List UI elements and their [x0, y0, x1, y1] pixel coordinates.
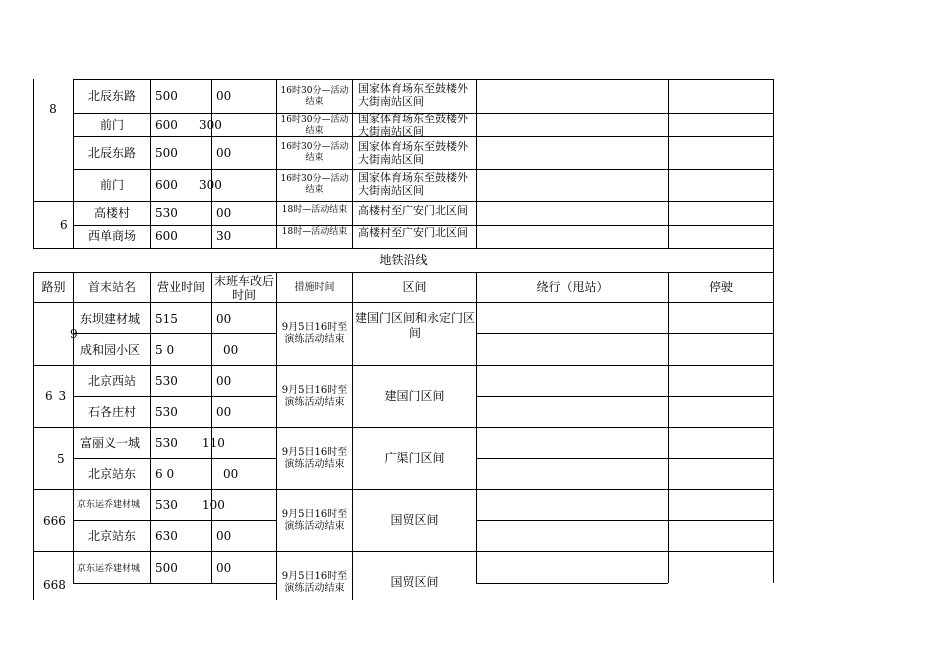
grid-line [33, 272, 773, 273]
last-bus-time: 00 [216, 561, 232, 575]
last-bus-time: 300 [199, 118, 222, 132]
station-name: 北京站东 [87, 529, 136, 543]
grid-line [150, 272, 151, 583]
grid-line [476, 272, 477, 583]
business-time: 600 [155, 229, 178, 243]
business-time: 530 [155, 374, 178, 388]
grid-line [352, 272, 353, 600]
grid-line [773, 272, 774, 583]
business-time: 530 [155, 498, 178, 512]
grid-line [476, 458, 773, 459]
header-suspend: 停驶 [708, 280, 733, 294]
header-station: 首末站名 [87, 280, 136, 294]
station-name: 北京西站 [87, 374, 136, 388]
grid-line [211, 79, 212, 248]
header-business: 营业时间 [156, 280, 205, 294]
grid-line [276, 551, 773, 552]
route-number: 668 [43, 578, 66, 592]
measure-time: 18时—活动结束 [281, 227, 348, 237]
business-time: 600 [155, 118, 178, 132]
station-name: 成和园小区 [80, 343, 141, 357]
business-time: 500 [155, 146, 178, 160]
measure-time: 9月5日16时至演练活动结束 [281, 571, 348, 594]
measure-time: 16时30分—活动结束 [280, 86, 349, 107]
station-name: 高楼村 [93, 206, 130, 220]
station-name: 北辰东路 [87, 146, 136, 160]
grid-line [668, 272, 669, 583]
section-name: 国贸区间 [390, 513, 439, 527]
grid-line [73, 458, 276, 459]
grid-line [773, 248, 774, 272]
route-number: 6 3 [45, 389, 68, 403]
route-number: 8 [49, 102, 57, 116]
business-time: 500 [155, 89, 178, 103]
grid-line [476, 333, 773, 334]
last-bus-time: 00 [223, 343, 239, 357]
header-measure: 措施时间 [294, 282, 335, 293]
grid-line [773, 79, 774, 248]
section-name: 国家体育场东至鼓楼外大街南站区间 [358, 140, 468, 166]
station-name: 东坝建材城 [80, 312, 141, 326]
section-name: 建国门区间 [384, 389, 445, 403]
business-time: 5 0 [155, 343, 175, 357]
business-time: 530 [155, 405, 178, 419]
section-name: 国家体育场东至鼓楼外大街南站区间 [358, 171, 468, 197]
grid-line [33, 248, 773, 249]
section-name: 高楼村至广安门北区间 [358, 226, 468, 239]
last-bus-time: 30 [216, 229, 232, 243]
measure-time: 9月5日16时至演练活动结束 [281, 509, 348, 532]
section-name: 国家体育场东至鼓楼外大街南站区间 [358, 112, 468, 138]
subway-section-title: 地铁沿线 [379, 253, 428, 267]
last-bus-time: 00 [216, 89, 232, 103]
business-time: 530 [155, 206, 178, 220]
station-name: 北辰东路 [87, 89, 136, 103]
grid-line [73, 583, 276, 584]
grid-line [211, 272, 212, 583]
grid-line [73, 396, 276, 397]
measure-time: 16时30分—活动结束 [280, 115, 349, 136]
measure-time: 9月5日16时至演练活动结束 [281, 447, 348, 470]
measure-time: 9月5日16时至演练活动结束 [281, 322, 348, 345]
station-name: 前门 [99, 178, 124, 192]
grid-line [33, 302, 773, 303]
station-name: 北京站东 [87, 467, 136, 481]
measure-time: 16时30分—活动结束 [280, 174, 349, 195]
route-number: 9 [70, 327, 78, 341]
last-bus-time: 00 [216, 529, 232, 543]
last-bus-time: 00 [216, 374, 232, 388]
section-name: 高楼村至广安门北区间 [358, 204, 468, 217]
grid-line [476, 396, 773, 397]
station-name: 富丽义一城 [80, 436, 141, 450]
last-bus-time: 110 [202, 436, 225, 450]
business-time: 530 [155, 436, 178, 450]
business-time: 630 [155, 529, 178, 543]
route-number: 6 [60, 218, 68, 232]
grid-line [73, 520, 276, 521]
business-time: 500 [155, 561, 178, 575]
section-name: 广渠门区间 [384, 451, 445, 465]
header-last-bus: 末班车改后时间 [214, 274, 275, 302]
grid-line [33, 272, 34, 600]
business-time: 515 [155, 312, 178, 326]
section-name: 国贸区间 [390, 575, 439, 589]
station-name: 前门 [99, 118, 124, 132]
measure-time: 18时—活动结束 [281, 205, 348, 215]
header-route: 路别 [41, 280, 66, 294]
last-bus-time: 100 [202, 498, 225, 512]
measure-time: 16时30分—活动结束 [280, 142, 349, 163]
header-detour: 绕行（甩站） [536, 280, 609, 294]
last-bus-time: 300 [199, 178, 222, 192]
grid-line [33, 201, 773, 202]
station-name: 京东运乔建材城 [77, 564, 141, 574]
business-time: 600 [155, 178, 178, 192]
grid-line [33, 489, 773, 490]
grid-line [352, 79, 353, 248]
business-time: 6 0 [155, 467, 175, 481]
grid-line [476, 79, 477, 248]
section-name: 国家体育场东至鼓楼外大街南站区间 [358, 82, 468, 108]
last-bus-time: 00 [216, 312, 232, 326]
route-number: 5 [57, 452, 65, 466]
station-name: 京东运乔建材城 [77, 500, 141, 510]
grid-line [476, 520, 773, 521]
grid-line [668, 79, 669, 248]
header-section: 区间 [402, 280, 427, 294]
route-number: 666 [43, 514, 66, 528]
station-name: 西单商场 [87, 229, 136, 243]
grid-line [33, 365, 773, 366]
measure-time: 9月5日16时至演练活动结束 [281, 385, 348, 408]
last-bus-time: 00 [216, 146, 232, 160]
grid-line [73, 79, 74, 248]
grid-line [33, 427, 773, 428]
last-bus-time: 00 [216, 405, 232, 419]
last-bus-time: 00 [223, 467, 239, 481]
section-name: 建国门区间和永定门区间 [355, 311, 476, 340]
grid-line [476, 583, 668, 584]
grid-line [73, 333, 276, 334]
grid-line [33, 551, 277, 552]
station-name: 石各庄村 [87, 405, 136, 419]
grid-line [150, 79, 151, 248]
last-bus-time: 00 [216, 206, 232, 220]
